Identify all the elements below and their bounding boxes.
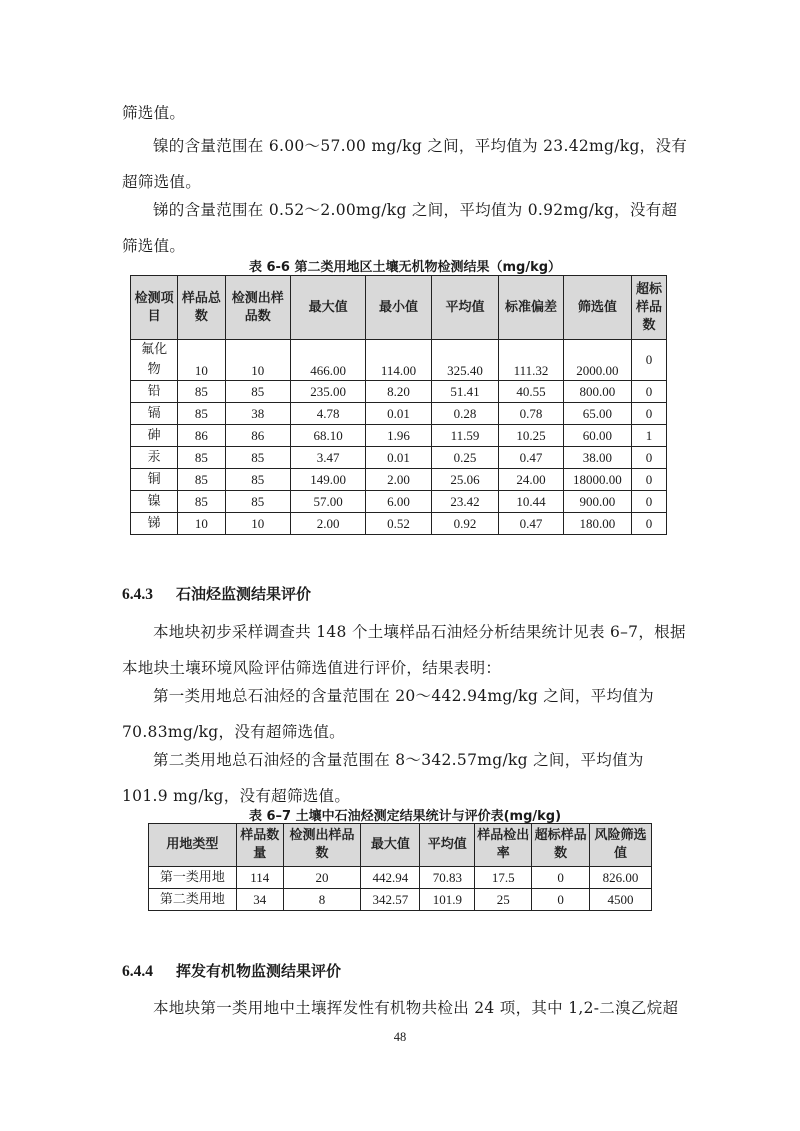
table-cell: 0.92 bbox=[431, 513, 499, 535]
table-cell: 25 bbox=[475, 889, 532, 911]
row-label-cell: 砷 bbox=[131, 425, 178, 447]
table-header-row bbox=[149, 824, 652, 867]
table-cell: 1.96 bbox=[366, 425, 432, 447]
table-cell: 3.47 bbox=[291, 447, 366, 469]
table-cell: 101.9 bbox=[420, 889, 475, 911]
row-label-cell: 铅 bbox=[131, 381, 178, 403]
table-cell: 24.00 bbox=[499, 469, 564, 491]
table-row bbox=[149, 889, 652, 911]
section-number: 6.4.3 bbox=[122, 586, 153, 603]
table-cell: 466.00 bbox=[291, 340, 366, 381]
header-cell: 超标样品数 bbox=[532, 824, 590, 867]
table-cell: 0.28 bbox=[431, 403, 499, 425]
table-cell: 11.59 bbox=[431, 425, 499, 447]
table-cell: 38 bbox=[225, 403, 291, 425]
table-cell: 85 bbox=[225, 447, 291, 469]
table-row bbox=[131, 425, 667, 447]
table-cell: 2.00 bbox=[291, 513, 366, 535]
header-cell: 样品总数 bbox=[178, 276, 225, 340]
table-row bbox=[131, 469, 667, 491]
table-cell: 70.83 bbox=[420, 867, 475, 889]
header-cell: 样品检出率 bbox=[475, 824, 532, 867]
table-row bbox=[131, 403, 667, 425]
table-cell: 8 bbox=[283, 889, 361, 911]
table-cell: 65.00 bbox=[563, 403, 631, 425]
table-cell: 20 bbox=[283, 867, 361, 889]
table-6-7-caption: 表 6–7 土壤中石油烃测定结果统计与评价表(mg/kg) bbox=[248, 809, 562, 824]
table-cell: 826.00 bbox=[590, 867, 652, 889]
table-cell: 114.00 bbox=[366, 340, 432, 381]
header-cell: 用地类型 bbox=[149, 824, 237, 867]
section-title: 石油烃监测结果评价 bbox=[176, 585, 312, 603]
table-cell: 86 bbox=[178, 425, 225, 447]
header-cell: 检测出样品数 bbox=[225, 276, 291, 340]
table-cell: 25.06 bbox=[431, 469, 499, 491]
table-cell: 0 bbox=[532, 867, 590, 889]
table-6-7 bbox=[148, 823, 652, 911]
table-cell: 2000.00 bbox=[563, 340, 631, 381]
header-cell: 样品数量 bbox=[236, 824, 283, 867]
row-label-cell: 汞 bbox=[131, 447, 178, 469]
section-number: 6.4.4 bbox=[122, 963, 153, 980]
paragraph-tph-intro: 本地块初步采样调查共 148 个土壤样品石油烃分析结果统计见表 6–7，根据本地块土壤环境风险评估筛选值进行评价，结果表明： bbox=[122, 623, 686, 677]
paragraph-tph-class1: 第一类用地总石油烃的含量范围在 20～442.94mg/kg 之间，平均值为 70.83mg/kg，没有超筛选值。 bbox=[122, 687, 654, 741]
table-row bbox=[131, 491, 667, 513]
header-cell: 检测项目 bbox=[131, 276, 178, 340]
table-cell: 325.40 bbox=[431, 340, 499, 381]
row-label-cell: 铜 bbox=[131, 469, 178, 491]
table-cell: 0 bbox=[631, 447, 666, 469]
paragraph-voc-intro: 本地块第一类用地中土壤挥发性有机物共检出 24 项，其中 1,2-二溴乙烷超 bbox=[153, 999, 679, 1017]
header-cell: 超标样品数 bbox=[631, 276, 666, 340]
header-cell: 筛选值 bbox=[563, 276, 631, 340]
table-cell: 85 bbox=[178, 381, 225, 403]
table-cell: 10 bbox=[225, 340, 291, 381]
table-cell: 0 bbox=[631, 491, 666, 513]
paragraph-tph-class2: 第二类用地总石油烃的含量范围在 8～342.57mg/kg 之间，平均值为 101.9 mg/kg，没有超筛选值。 bbox=[122, 751, 644, 805]
header-cell: 平均值 bbox=[420, 824, 475, 867]
header-cell: 最大值 bbox=[291, 276, 366, 340]
table-cell: 85 bbox=[178, 491, 225, 513]
table-row bbox=[131, 513, 667, 535]
row-label-cell: 氟化物 bbox=[131, 340, 178, 381]
table-cell: 85 bbox=[225, 469, 291, 491]
table-cell: 0 bbox=[631, 340, 666, 381]
table-row bbox=[149, 867, 652, 889]
table-6-6 bbox=[130, 275, 667, 535]
table-cell: 17.5 bbox=[475, 867, 532, 889]
section-heading-6-4-3 bbox=[122, 583, 311, 604]
table-cell: 4.78 bbox=[291, 403, 366, 425]
header-cell: 检测出样品数 bbox=[283, 824, 361, 867]
header-cell: 最大值 bbox=[361, 824, 420, 867]
table-cell: 342.57 bbox=[361, 889, 420, 911]
table-cell: 10.44 bbox=[499, 491, 564, 513]
table-cell: 0.52 bbox=[366, 513, 432, 535]
table-cell: 0 bbox=[631, 513, 666, 535]
table-cell: 0.47 bbox=[499, 447, 564, 469]
header-cell: 平均值 bbox=[431, 276, 499, 340]
row-label-cell: 第一类用地 bbox=[149, 867, 237, 889]
paragraph-antimony: 锑的含量范围在 0.52～2.00mg/kg 之间，平均值为 0.92mg/kg，没有超筛选值。 bbox=[122, 201, 678, 255]
table-cell: 85 bbox=[225, 491, 291, 513]
section-title: 挥发有机物监测结果评价 bbox=[176, 962, 342, 980]
table-cell: 0.25 bbox=[431, 447, 499, 469]
table-row bbox=[131, 381, 667, 403]
table-row bbox=[131, 340, 667, 381]
table-cell: 180.00 bbox=[563, 513, 631, 535]
paragraph-continuation: 筛选值。 bbox=[122, 104, 186, 122]
table-cell: 60.00 bbox=[563, 425, 631, 447]
table-cell: 149.00 bbox=[291, 469, 366, 491]
section-heading-6-4-4 bbox=[122, 960, 341, 981]
table-cell: 8.20 bbox=[366, 381, 432, 403]
table-cell: 4500 bbox=[590, 889, 652, 911]
table-cell: 85 bbox=[178, 447, 225, 469]
header-cell: 标准偏差 bbox=[499, 276, 564, 340]
row-label-cell: 第二类用地 bbox=[149, 889, 237, 911]
table-cell: 0.47 bbox=[499, 513, 564, 535]
table-cell: 0.78 bbox=[499, 403, 564, 425]
table-cell: 0 bbox=[631, 381, 666, 403]
table-cell: 38.00 bbox=[563, 447, 631, 469]
table-cell: 0 bbox=[532, 889, 590, 911]
table-cell: 111.32 bbox=[499, 340, 564, 381]
header-cell: 最小值 bbox=[366, 276, 432, 340]
table-cell: 85 bbox=[178, 403, 225, 425]
table-row bbox=[131, 447, 667, 469]
table-cell: 6.00 bbox=[366, 491, 432, 513]
row-label-cell: 镍 bbox=[131, 491, 178, 513]
table-cell: 10 bbox=[178, 513, 225, 535]
table-cell: 800.00 bbox=[563, 381, 631, 403]
table-cell: 51.41 bbox=[431, 381, 499, 403]
table-cell: 114 bbox=[236, 867, 283, 889]
header-cell: 风险筛选值 bbox=[590, 824, 652, 867]
table-cell: 23.42 bbox=[431, 491, 499, 513]
paragraph-nickel: 镍的含量范围在 6.00～57.00 mg/kg 之间，平均值为 23.42mg/kg，没有超筛选值。 bbox=[122, 137, 688, 191]
table-cell: 57.00 bbox=[291, 491, 366, 513]
table-cell: 85 bbox=[178, 469, 225, 491]
table-cell: 86 bbox=[225, 425, 291, 447]
table-6-6-caption: 表 6-6 第二类用地区土壤无机物检测结果（mg/kg） bbox=[248, 260, 562, 275]
table-cell: 0 bbox=[631, 403, 666, 425]
table-cell: 10 bbox=[178, 340, 225, 381]
row-label-cell: 锑 bbox=[131, 513, 178, 535]
table-cell: 235.00 bbox=[291, 381, 366, 403]
table-cell: 68.10 bbox=[291, 425, 366, 447]
table-cell: 0.01 bbox=[366, 403, 432, 425]
table-cell: 18000.00 bbox=[563, 469, 631, 491]
table-cell: 2.00 bbox=[366, 469, 432, 491]
table-cell: 1 bbox=[631, 425, 666, 447]
row-label-cell: 镉 bbox=[131, 403, 178, 425]
table-cell: 0 bbox=[631, 469, 666, 491]
table-cell: 442.94 bbox=[361, 867, 420, 889]
table-cell: 0.01 bbox=[366, 447, 432, 469]
table-header-row bbox=[131, 276, 667, 340]
table-cell: 10.25 bbox=[499, 425, 564, 447]
table-cell: 900.00 bbox=[563, 491, 631, 513]
table-cell: 85 bbox=[225, 381, 291, 403]
table-cell: 34 bbox=[236, 889, 283, 911]
table-cell: 10 bbox=[225, 513, 291, 535]
page-number: 48 bbox=[393, 1030, 407, 1044]
table-cell: 40.55 bbox=[499, 381, 564, 403]
